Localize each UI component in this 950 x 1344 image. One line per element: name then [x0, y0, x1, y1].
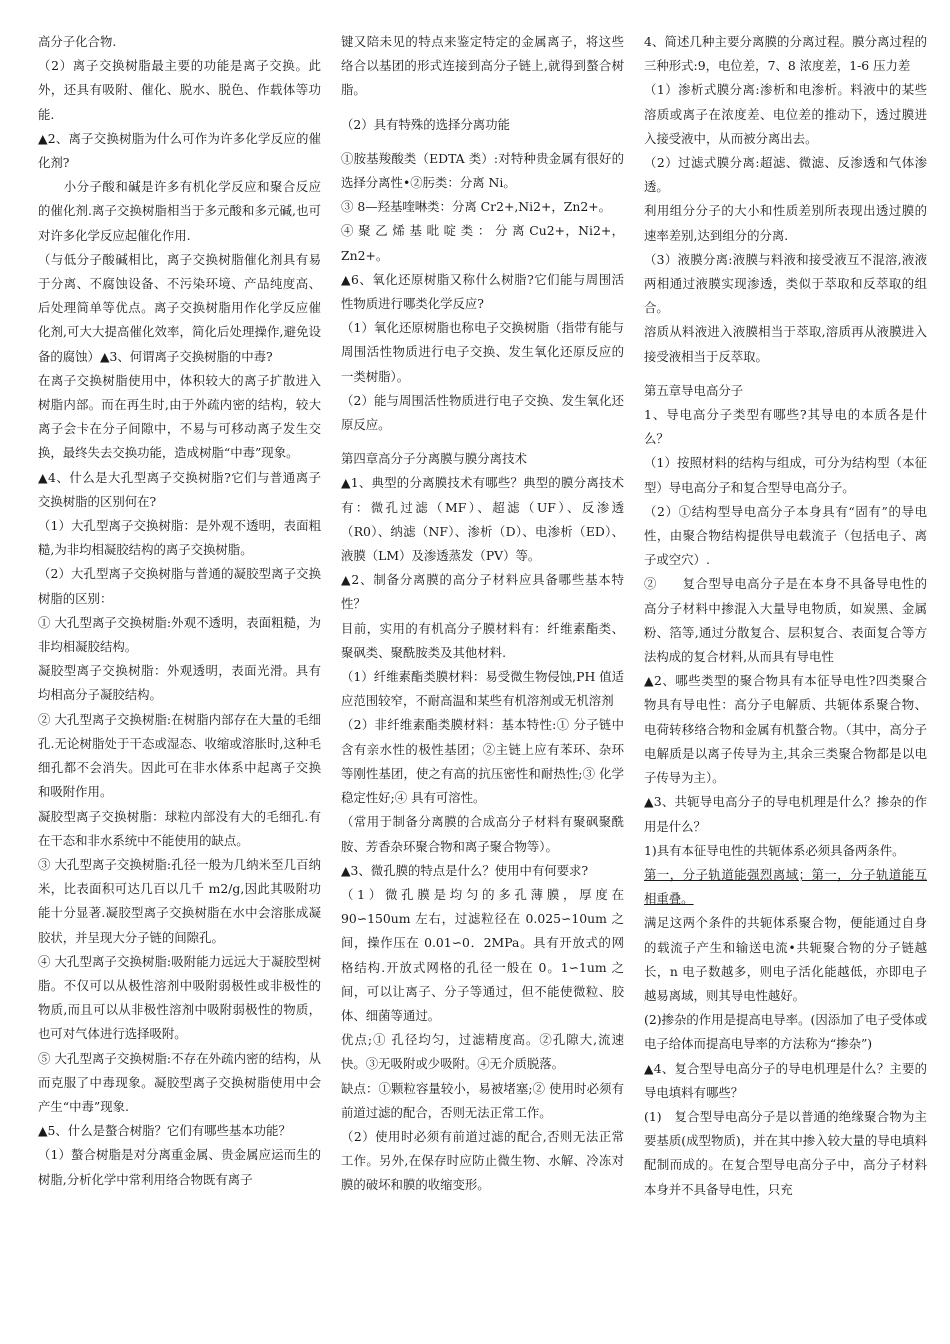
paragraph: 利用组分分子的大小和性质差别所表现出透过膜的速率差别,达到组分的分离. — [644, 203, 927, 243]
paragraph: 小分子酸和碱是许多有机化学反应和聚合反应的催化剂.离子交换树脂相当于多元酸和多元碱,也可对许多化学反应起催化作用. — [38, 179, 321, 243]
paragraph: 目前，实用的有机高分子膜材料有：纤维素酯类、聚砜类、聚酰胺类及其他材料. — [341, 620, 624, 660]
paragraph: ② 复合型导电高分子是在本身不具备导电性的高分子材料中掺混入大量导电物质，如炭黑、金属粉、箔等,通过分散复合、层积复合、表面复合等方法构成的复合材料,从而具有导电性 — [644, 576, 927, 665]
paragraph: 凝胶型离子交换树脂：外观透明，表面光滑。具有均相高分子凝胶结构。 — [38, 663, 321, 703]
paragraph: （2）离子交换树脂最主要的功能是离子交换。此外，还具有吸附、催化、脱水、脱色、作载体等功能. — [38, 58, 321, 122]
question-heading: ▲4、什么是大孔型离子交换树脂?它们与普通离子交换树脂的区别何在? — [38, 469, 321, 509]
question-heading: ▲5、什么是螯合树脂？它们有哪些基本功能？ — [38, 1123, 291, 1139]
question-heading: 4、简述几种主要分离膜的分离过程。膜分离过程的三种形式:9，电位差，7、8 浓度差，1-6 压力差 — [644, 34, 927, 74]
question-heading: ▲3、微孔膜的特点是什么？使用中有何要求? — [341, 862, 589, 878]
paragraph: （2）使用时必须有前道过滤的配合,否则无法正常工作。另外,在保存时应防止微生物、水解、冷冻对膜的破坏和膜的收缩变形。 — [341, 1128, 624, 1193]
underlined-conditions: 第一，分子轨道能强烈离域；第一，分子轨道能互相重叠。 — [644, 866, 927, 907]
chapter-title: 第四章高分子分离膜与膜分离技术 — [341, 451, 527, 467]
question-heading: ▲2、哪些类型的聚合物具有本征导电性?四类聚合物具有导电性：高分子电解质、共轭体系聚合物、电荷转移络合物和金属有机螯合物。（其中，高分子电解质是以离子传导为主,其余三类聚合物都是以电子传导为主）。 — [644, 673, 927, 786]
chapter-title: 第五章导电高分子 — [644, 382, 744, 398]
list-item: ①胺基羧酸类（EDTA 类）:对特种贵金属有很好的选择分离性•②肟类：分离 Ni。 — [341, 150, 624, 191]
list-item: ② 大孔型离子交换树脂:在树脂内部存在大量的毛细孔.无论树脂处于干态或湿态、收缩或溶胀时,这种毛细孔都不会消失。因此可在非水体系中起离子交换和吸附作用。 — [38, 711, 321, 800]
list-item: ③ 8—羟基喹啉类：分离 Cr2+,Ni2+，Zn2+。 — [341, 199, 611, 215]
paragraph: （1）渗析式膜分离:渗析和电渗析。料液中的某些溶质或离子在浓度差、电位差的推动下，透过膜进入接受液中，从而被分离出去。 — [644, 82, 927, 146]
question-heading: 1、导电高分子类型有哪些?其导电的本质各是什么？ — [644, 407, 927, 447]
question-heading: ▲2、制备分离膜的高分子材料应具备哪些基本特性？ — [341, 572, 624, 612]
question-heading: ▲6、氧化还原树脂又称什么树脂?它们能与周围活性物质进行哪类化学反应? — [341, 271, 624, 312]
paragraph: （1）按照材料的结构与组成，可分为结构型（本征型）导电高分子和复合型导电高分子。 — [644, 455, 927, 495]
paragraph: （1）微孔膜是均匀的多孔薄膜，厚度在 90∽150um 左右，过滤粒径在 0.025∽10um 之间，操作压在 0.01∽0．2MPa。具有开放式的网格结构.开放式网格的孔径一般在 0。1∽1um 之间，可以让离子、分子等通过，但不能使微粒、胶体、细菌等通过。 — [341, 886, 624, 1023]
paragraph: 满足这两个条件的共轭体系聚合物，便能通过自身的载流子产生和输送电流•共轭聚合物的分子链越长，n 电子数越多，则电子活化能越低，亦即电子越易离域，则其导电性越好。 — [644, 915, 927, 1003]
paragraph: （2）①结构型导电高分子本身具有“固有”的导电性，由聚合物结构提供导电载流子（包括电子、离子或空穴）. — [644, 503, 927, 568]
list-item: ① 大孔型离子交换树脂:外观不透明，表面粗糙，为非均相凝胶结构。 — [38, 614, 321, 655]
list-item: ④ 聚 乙 烯 基 吡 啶 类 ： 分 离 Cu2+，Ni2+，Zn2+。 — [341, 223, 624, 263]
paragraph: 缺点：①颗粒容量较小，易被堵塞;② 使用时必须有前道过滤的配合，否则无法正常工作。 — [341, 1080, 624, 1120]
column-right — [644, 30, 927, 1340]
paragraph: （与低分子酸碱相比，离子交换树脂催化剂具有易于分离、不腐蚀设备、不污染环境、产品纯度高、后处理简单等优点。离子交换树脂用作化学反应催化剂,可大大提高催化效率，简化后处理操作,避免设备的腐蚀）▲3、何谓离子交换树脂的中毒? — [38, 251, 321, 364]
paragraph: （1）螯合树脂是对分离重金属、贵金属应运而生的树脂,分析化学中常利用络合物既有离子 — [38, 1147, 321, 1187]
list-item: ④ 大孔型离子交换树脂:吸附能力远远大于凝胶型树脂。不仅可以从极性溶剂中吸附弱极性或非极性的物质,而且可以从非极性溶剂中吸附弱极性的物质，也可对气体进行选择吸附。 — [38, 953, 321, 1042]
paragraph: 1)具有本征导电性的共轭体系必须具备两条件。 — [644, 842, 905, 858]
paragraph: （2）具有特殊的选择分离功能 — [341, 116, 510, 132]
paragraph: (2)掺杂的作用是提高电导率。(因添加了电子受体或电子给体而提高电导率的方法称为“掺杂”) — [644, 1012, 927, 1052]
paragraph: 溶质从料液进入液膜相当于萃取,溶质再从液膜进入接受液相当于反萃取。 — [644, 324, 927, 364]
paragraph: （2）能与周围活性物质进行电子交换、发生氧化还原反应。 — [341, 392, 624, 433]
paragraph: 凝胶型离子交换树脂：球粒内部没有大的毛细孔.有在干态和非水系统中不能使用的缺点。 — [38, 808, 321, 848]
list-item: ③ 大孔型离子交换树脂:孔径一般为几纳米至几百纳米，比表面积可达几百以几千 m2/g,因此其吸附功能十分显著.凝胶型离子交换树脂在水中会溶胀成凝胶状，并呈现大分子链的间隙孔。 — [38, 856, 321, 945]
paragraph: 优点;① 孔径均匀，过滤精度高。②孔隙大,流速快。③无吸附或少吸附。④无介质脱落。 — [341, 1032, 624, 1072]
question-heading: ▲2、离子交换树脂为什么可作为许多化学反应的催化剂? — [38, 130, 321, 171]
paragraph: （2）大孔型离子交换树脂与普通的凝胶型离子交换树脂的区别： — [38, 566, 321, 606]
list-item: ⑤ 大孔型离子交换树脂:不存在外疏内密的结构，从而克服了中毒现象。凝胶型离子交换树脂使用中会产生“中毒”现象. — [38, 1050, 321, 1114]
paragraph: （1）大孔型离子交换树脂：是外观不透明，表面粗糙,为非均相凝胶结构的离子交换树脂。 — [38, 518, 321, 558]
paragraph: （2）过滤式膜分离:超滤、微滤、反渗透和气体渗透。 — [644, 155, 927, 195]
paragraph: 键又陪未见的特点来鉴定特定的金属离子，将这些络合以基团的形式连接到高分子链上,就得到螯合树脂。 — [341, 34, 624, 98]
question-heading: ▲4、复合型导电高分子的导电机理是什么？主要的导电填料有哪些？ — [644, 1060, 927, 1100]
column-middle — [341, 30, 624, 1340]
paragraph: （2）非纤维素酯类膜材料：基本特性:① 分子链中含有亲水性的极性基团；②主链上应有苯环、杂环等刚性基团，使之有高的抗压密性和耐热性;③ 化学稳定性好;④ 具有可溶性。 — [341, 717, 624, 806]
question-heading: ▲1、典型的分离膜技术有哪些？典型的膜分离技术有：微孔过滤（MF）、超滤（UF）、反渗透（R0）、纳滤（NF）、渗析（D）、电渗析（ED）、液膜（LM）及渗透蒸发（PV）等。 — [341, 475, 624, 564]
paragraph: 高分子化合物. — [38, 34, 117, 49]
paragraph: （1）纤维素酯类膜材料：易受微生物侵蚀,PH 值适应范围较窄，不耐高温和某些有机溶剂或无机溶剂 — [341, 669, 624, 709]
paragraph: （常用于制备分离膜的合成高分子材料有聚砜聚酰胺、芳香杂环聚合物和离子聚合物等）。 — [341, 814, 624, 854]
column-left — [38, 30, 321, 1340]
paragraph: (1) 复合型导电高分子是以普通的绝缘聚合物为主要基质(成型物质)，并在其中掺入较大量的导电填料配制而成的。在复合型导电高分子中，高分子材料本身并不具备导电性，只充 — [644, 1108, 927, 1197]
paragraph: （1）氧化还原树脂也称电子交换树脂（指带有能与周围活性物质进行电子交换、发生氧化还原反应的一类树脂）。 — [341, 320, 624, 384]
paragraph: 在离子交换树脂使用中，体积较大的离子扩散进入树脂内部。而在再生时,由于外疏内密的结构，较大离子会卡在分子间隙中，不易与可移动离子发生交换，最终失去交换功能，造成树脂“中毒”现象。 — [38, 372, 321, 461]
paragraph: （3）液膜分离:液膜与料液和接受液互不混溶,液液两相通过液膜实现渗透，类似于萃取和反萃取的组合。 — [644, 251, 927, 316]
question-heading: ▲3、共轭导电高分子的导电机理是什么？掺杂的作用是什么？ — [644, 794, 927, 834]
